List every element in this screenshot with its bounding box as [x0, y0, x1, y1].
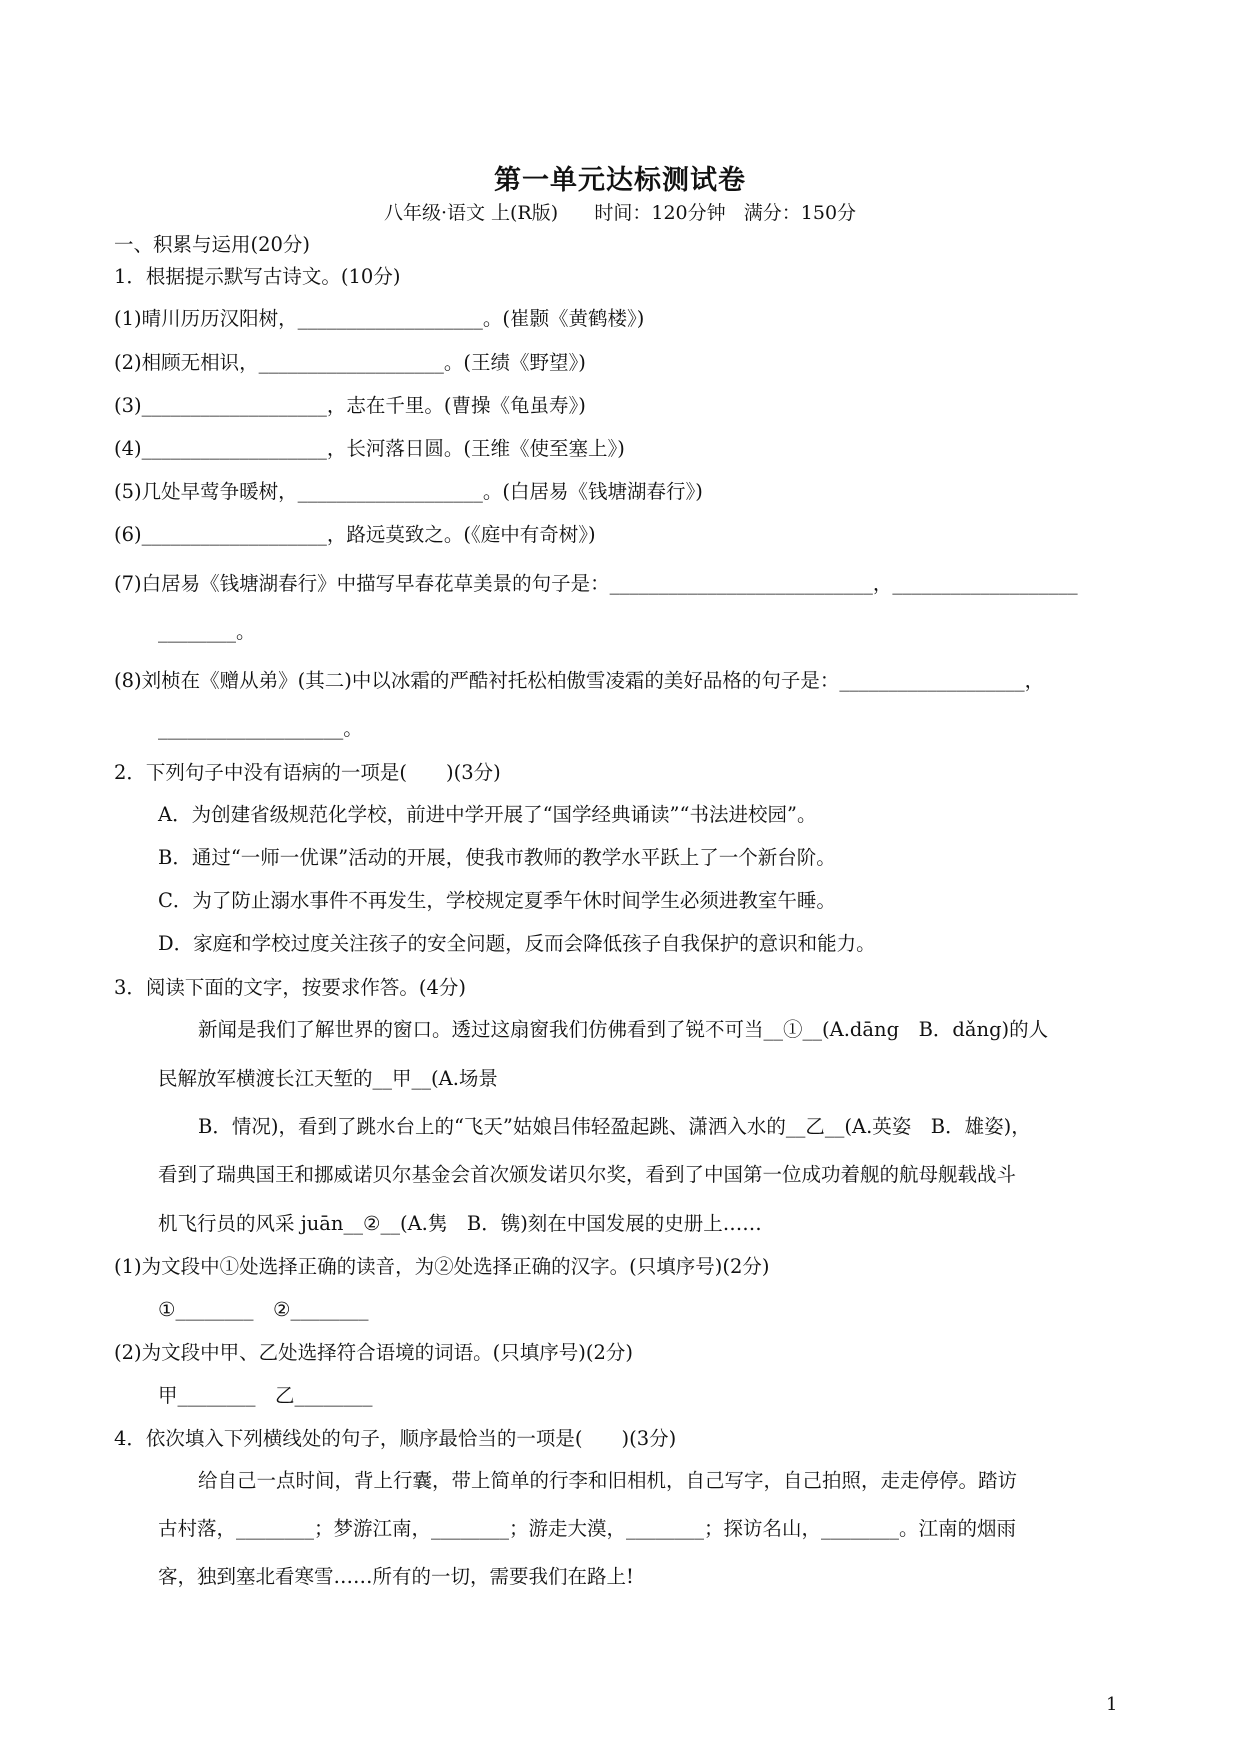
question-4-passage-line: 给自己一点时间，背上行囊，带上简单的行李和旧相机，自己写字，自己拍照，走走停停。踏访	[198, 1469, 1018, 1492]
passage-text: (A.场景	[431, 1067, 498, 1090]
question-3-sub-2-answer: 甲________ 乙________	[158, 1384, 373, 1407]
exam-subtitle: 八年级·语文 上(R版) 时间：120分钟 满分：150分	[383, 202, 857, 224]
question-1-item: (2)相顾无相识，___________________。(王绩《野望》)	[114, 351, 586, 374]
question-3-stem: 3．阅读下面的文字，按要求作答。(4分)	[114, 976, 467, 999]
page-title: 第一单元达标测试卷	[494, 165, 746, 196]
question-3-passage-line	[158, 1066, 498, 1092]
section-heading: 一、积累与运用(20分)	[114, 233, 311, 256]
question-1-stem: 1．根据提示默写古诗文。(10分)	[114, 265, 401, 288]
passage-text: (A.dāng B．dǎng)的人	[822, 1018, 1049, 1041]
question-3-passage-line	[198, 1017, 1048, 1043]
passage-text: 机飞行员的风采 juān	[158, 1212, 344, 1235]
question-2-option-d: D．家庭和学校过度关注孩子的安全问题，反而会降低孩子自我保护的意识和能力。	[158, 932, 876, 955]
question-1-item: (8)刘桢在《赠从弟》(其二)中以冰霜的严酷衬托松柏傲雪凌霜的美好品格的句子是：___________________，	[114, 669, 1045, 692]
question-4-passage-line: 客，独到塞北看寒雪……所有的一切，需要我们在路上!	[158, 1565, 634, 1588]
question-2-option-b: B．通过“一师一优课”活动的开展，使我市教师的教学水平跃上了一个新台阶。	[158, 846, 836, 869]
passage-text: B．情况)，看到了跳水台上的“飞天”姑娘吕伟轻盈起跳、潇洒入水的	[198, 1115, 786, 1138]
blank-jia: __甲__	[372, 1067, 432, 1090]
blank-2: __②__	[343, 1212, 400, 1235]
question-4-passage-line: 古村落，________；梦游江南，________；游走大漠，________；探访名山，________。江南的烟雨	[158, 1517, 1017, 1540]
passage-text: (A.隽 B．镌)刻在中国发展的史册上……	[399, 1212, 762, 1235]
passage-text: 新闻是我们了解世界的窗口。透过这扇窗我们仿佛看到了锐不可当	[198, 1018, 764, 1041]
question-3-sub-1: (1)为文段中①处选择正确的读音，为②处选择正确的汉字。(只填序号)(2分)	[114, 1255, 770, 1278]
question-1-item: (7)白居易《钱塘湖春行》中描写早春花草美景的句子是：___________________________，___________________	[114, 572, 1078, 595]
question-3-passage-line	[198, 1114, 1031, 1140]
blank-1: __①__	[763, 1018, 823, 1041]
question-1-item: (1)晴川历历汉阳树，___________________。(崔颢《黄鹤楼》)	[114, 307, 645, 330]
question-2-stem: 2．下列句子中没有语病的一项是( )(3分)	[114, 761, 501, 784]
question-3-sub-2: (2)为文段中甲、乙处选择符合语境的词语。(只填序号)(2分)	[114, 1341, 633, 1364]
question-1-item: (4)___________________，长河落日圆。(王维《使至塞上》)	[114, 437, 625, 460]
question-1-item-continued: ________。	[158, 620, 256, 643]
question-3-sub-1-answer: ①________ ②________	[158, 1298, 369, 1321]
passage-text: 民解放军横渡长江天堑的	[158, 1067, 373, 1090]
question-2-option-c: C．为了防止溺水事件不再发生，学校规定夏季午休时间学生必须进教室午睡。	[158, 889, 836, 912]
question-3-passage-line	[158, 1211, 762, 1237]
passage-text: (A.英姿 B．雄姿)，	[844, 1115, 1031, 1138]
question-1-item-continued: ___________________。	[158, 717, 363, 740]
question-1-item: (3)___________________，志在千里。(曹操《龟虽寿》)	[114, 394, 586, 417]
question-4-stem: 4．依次填入下列横线处的句子，顺序最恰当的一项是( )(3分)	[114, 1427, 677, 1450]
question-3-passage-line: 看到了瑞典国王和挪威诺贝尔基金会首次颁发诺贝尔奖，看到了中国第一位成功着舰的航母舰载战斗	[158, 1163, 1017, 1186]
question-1-item: (6)___________________，路远莫致之。(《庭中有奇树》)	[114, 523, 596, 546]
page-number: 1	[1106, 1694, 1118, 1715]
question-1-item: (5)几处早莺争暖树，___________________。(白居易《钱塘湖春行》)	[114, 480, 703, 503]
question-2-option-a: A．为创建省级规范化学校，前进中学开展了“国学经典诵读”“书法进校园”。	[158, 803, 817, 826]
blank-yi: __乙__	[785, 1115, 845, 1138]
